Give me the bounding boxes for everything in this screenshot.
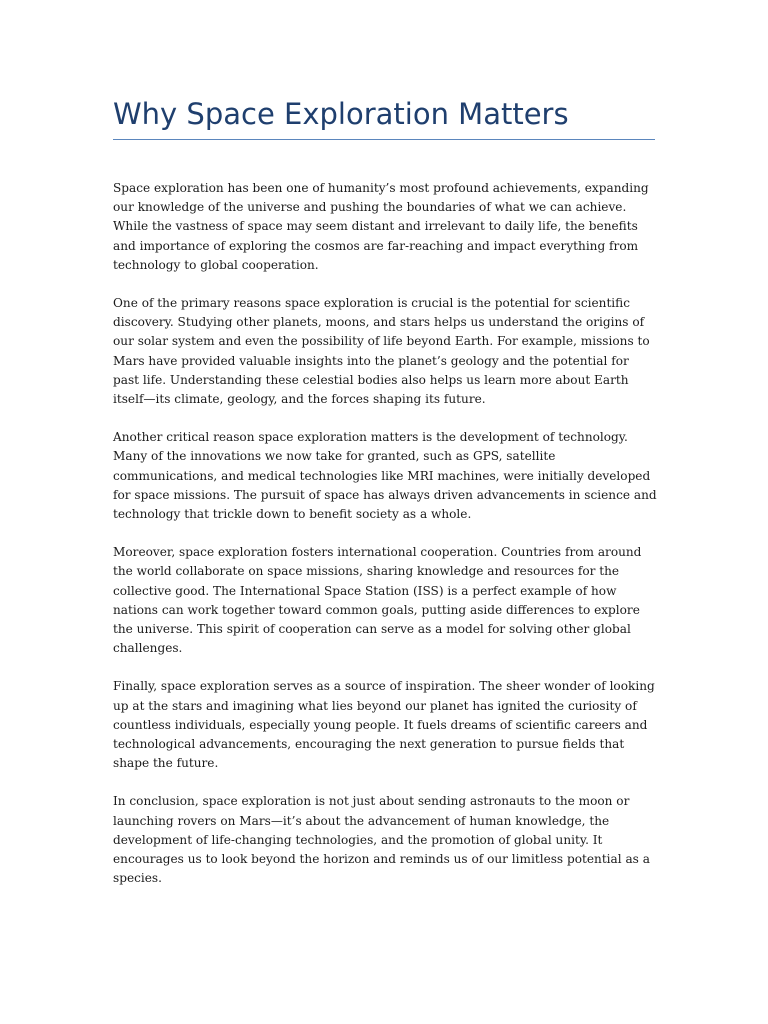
paragraph-scientific-discovery: One of the primary reasons space exploration is crucial is the potential for scientific discovery. Studying other planets, moons, and stars helps us understand the origins of our solar system and even the possibility of life beyond Earth. For example, missions to Mars have provided valuable insights into the planet’s geology and the potential for past life. Understanding these celestial bodies also helps us learn more about Earth itself—its climate, geology, and the forces shaping its future. [113,296,650,407]
paragraph-conclusion: In conclusion, space exploration is not just about sending astronauts to the moon or launching rovers on Mars—it’s about the advancement of human knowledge, the development of life-changing technologies, and the promotion of global unity. It encourages us to look beyond the horizon and reminds us of our limitless potential as a species. [113,794,650,886]
paragraph-inspiration: Finally, space exploration serves as a source of inspiration. The sheer wonder of looking up at the stars and imagining what lies beyond our planet has ignited the curiosity of countless individuals, especially young people. It fuels dreams of scientific careers and technological advancements, encouraging the next generation to pursue fields that shape the future. [113,679,655,771]
paragraph-technology: Another critical reason space exploration matters is the development of technology. Many of the innovations we now take for granted, such as GPS, satellite communications, and medical technologies like MRI machines, were initially developed for space missions. The pursuit of space has always driven advancements in science and technology that trickle down to benefit society as a whole. [113,430,657,522]
paragraph-introduction: Space exploration has been one of humanity’s most profound achievements, expanding our knowledge of the universe and pushing the boundaries of what we can achieve. While the vastness of space may seem distant and irrelevant to daily life, the benefits and importance of exploring the cosmos are far-reaching and impact everything from technology to global cooperation. [113,181,649,272]
title-underline-divider [113,139,655,140]
document-title: Why Space Exploration Matters [113,97,569,131]
paragraph-international-cooperation: Moreover, space exploration fosters international cooperation. Countries from around the world collaborate on space missions, sharing knowledge and resources for the collective good. The International Space Station (ISS) is a perfect example of how nations can work together toward common goals, putting aside differences to explore the universe. This spirit of cooperation can serve as a model for solving other global challenges. [113,545,642,656]
document-body [113,179,658,908]
